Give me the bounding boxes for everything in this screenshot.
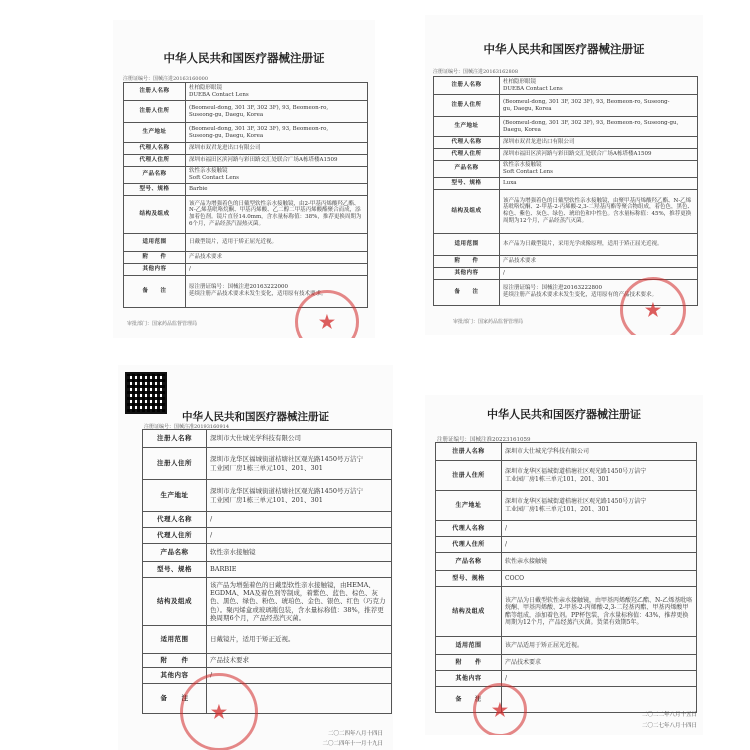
field-value-line: 杜柏隐形眼镜 xyxy=(503,78,537,85)
field-label: 型号、规格 xyxy=(434,177,500,189)
field-value-line: / xyxy=(210,515,213,524)
field-value xyxy=(207,654,392,668)
field-value-line: / xyxy=(505,524,508,532)
field-value xyxy=(500,95,698,117)
field-value-line: 深圳市龙华区福城街道桔塘社区观光路1450号万洁宁 xyxy=(210,487,364,496)
certificate-4 xyxy=(425,395,703,735)
field-value-line: 软性亲水接触镜 xyxy=(503,162,542,168)
field-label: 备 注 xyxy=(143,684,207,714)
field-label: 代理人名称 xyxy=(143,512,207,528)
table-row xyxy=(436,587,697,637)
field-value xyxy=(207,528,392,544)
certificate-table xyxy=(123,82,368,308)
field-value xyxy=(500,177,698,189)
field-value-line: 该产品为增强着色的日戴型软性亲水接触镜，由2-甲基丙烯酸羟乙酯、N-乙烯基吡咯烷酮、甲基丙烯酸、乙二醇二甲基丙烯酸酯聚合而成，添加着色剂。镜片直径14.0mm，含水量标称值：38%，推荐更换周期为6个月，产品经蒸汽湿热灭菌。 xyxy=(189,200,362,228)
field-value-line: 日戴型镜片，适用于矫正屈光近视。 xyxy=(189,238,278,245)
field-value xyxy=(502,553,697,571)
field-label: 其他内容 xyxy=(434,267,500,279)
field-value-line: gu, Daegu, Korea xyxy=(503,105,552,112)
field-label: 附 件 xyxy=(434,255,500,267)
table-row xyxy=(434,177,698,189)
field-label: 代理人住所 xyxy=(143,528,207,544)
table-row xyxy=(436,491,697,521)
field-label: 代理人名称 xyxy=(436,521,502,537)
field-label: 备 注 xyxy=(436,687,502,713)
table-row xyxy=(434,95,698,117)
field-value xyxy=(186,101,368,123)
table-row xyxy=(436,571,697,587)
field-value xyxy=(500,137,698,149)
field-value xyxy=(207,544,392,562)
field-label: 附 件 xyxy=(124,251,186,263)
field-value xyxy=(500,267,698,279)
issue-date: 二〇二二年八月十五日 xyxy=(641,712,697,718)
field-value xyxy=(207,512,392,528)
field-label: 适用范围 xyxy=(143,626,207,654)
field-value-line: 该产品为增强着色的日戴型软性亲水接触镜，由聚甲基丙烯酸羟乙酯、N-乙烯基吡咯烷酮、2-甲基-2-丙烯酸-2,3-二羟基丙酯等聚合物组成，着色色，黑色、棕色、紫色、灰色、绿色、琥珀色和中性色。含水量标称值：45%，推荐更换周期为12个月，产品经蒸汽灭菌。 xyxy=(503,197,694,225)
field-value-line: / xyxy=(505,674,508,682)
field-value-line: Barbie xyxy=(189,185,208,192)
table-row xyxy=(124,183,368,195)
field-value-line: / xyxy=(189,265,191,272)
official-seal xyxy=(180,673,258,750)
field-value xyxy=(186,123,368,143)
table-row xyxy=(124,263,368,275)
field-value-line: 软性亲水接触镜 xyxy=(505,557,548,565)
table-row xyxy=(143,512,392,528)
field-label: 产品名称 xyxy=(436,553,502,571)
field-label: 适用范围 xyxy=(124,233,186,251)
field-label: 注册人名称 xyxy=(434,77,500,95)
field-value xyxy=(207,578,392,626)
table-row xyxy=(436,537,697,553)
certificate-title: 中华人民共和国医疗器械注册证 xyxy=(483,42,645,56)
field-value xyxy=(186,233,368,251)
field-value xyxy=(502,537,697,553)
field-value-line: 深圳市大仕城光学科技有限公司 xyxy=(210,434,301,443)
field-label: 产品名称 xyxy=(124,167,186,184)
seal-star-icon: ★ xyxy=(491,699,509,721)
field-value-line: / xyxy=(210,531,213,540)
field-label: 代理人住所 xyxy=(434,149,500,161)
field-label: 注册人名称 xyxy=(436,443,502,461)
field-value xyxy=(207,448,392,480)
table-row xyxy=(124,233,368,251)
table-row xyxy=(436,461,697,491)
field-label: 生产地址 xyxy=(436,491,502,521)
table-row xyxy=(143,578,392,626)
field-value-line: 日戴镜片，适用于矫正近视。 xyxy=(210,635,295,644)
field-label: 型号、规格 xyxy=(124,183,186,195)
field-value xyxy=(502,687,697,713)
field-value xyxy=(186,251,368,263)
field-label: 代理人住所 xyxy=(436,537,502,553)
field-value-line: / xyxy=(505,540,508,548)
field-value-line: (Beomeul-dong, 301 3F, 302 3F), 93, Beomeon-ro, Suseong- xyxy=(503,98,670,105)
field-value xyxy=(207,562,392,578)
field-label: 注册人名称 xyxy=(124,83,186,101)
field-value xyxy=(502,587,697,637)
field-value-line: BARBIE xyxy=(210,565,237,574)
field-value xyxy=(186,143,368,155)
field-value-line: / xyxy=(210,671,213,680)
field-value-line: / xyxy=(503,269,505,276)
table-row xyxy=(143,626,392,654)
table-row xyxy=(143,528,392,544)
field-label: 生产地址 xyxy=(143,480,207,512)
field-value-line: 深圳市福田区滨河路与彩田路交汇处联合广场A栋塔楼A1509 xyxy=(189,157,338,164)
table-row xyxy=(436,671,697,687)
field-value xyxy=(500,255,698,267)
field-value-line: 深圳市大仕城光学科技有限公司 xyxy=(505,447,590,455)
certificate-2 xyxy=(425,15,703,335)
field-value-line: DUEBA Contact Lens xyxy=(503,85,563,92)
table-row xyxy=(124,143,368,155)
field-value xyxy=(502,461,697,491)
table-row xyxy=(436,521,697,537)
field-label: 产品名称 xyxy=(434,161,500,178)
field-value-line: 原注册证编号：国械注进20163222800 xyxy=(503,285,602,292)
field-value xyxy=(500,77,698,95)
field-value xyxy=(207,626,392,654)
field-label: 适用范围 xyxy=(436,637,502,655)
table-row xyxy=(434,189,698,233)
expiry-date: 二〇二七年八月十四日 xyxy=(641,723,697,729)
field-value-line: 该产品为增强着色的日戴型软性亲水接触镜，由HEMA、EGDMA、MA及着色剂等制成，着紫色、蓝色、棕色、灰色、黑色、绿色、粉色、琥珀色、金色、银色、红色（巧克力色）。聚丙烯盒或玻璃瓶包装，含水量标称值：38%，推荐更换周期6个月，产品经蒸汽灭菌。 xyxy=(210,581,386,622)
field-value-line: 工业园厂房1栋三单元101、201、301 xyxy=(210,495,323,504)
expiry-date: 二〇二四年十一月十九日 xyxy=(322,741,383,747)
table-row xyxy=(436,553,697,571)
table-row xyxy=(434,137,698,149)
field-value-line: 延续注册产品技术要求未发生变化，适用原有技术要求。 xyxy=(189,291,327,298)
field-value xyxy=(207,430,392,448)
field-value xyxy=(500,149,698,161)
table-row xyxy=(434,149,698,161)
official-seal xyxy=(620,277,686,335)
table-row xyxy=(124,123,368,143)
field-value xyxy=(500,233,698,255)
table-row xyxy=(143,668,392,684)
certificate-3 xyxy=(118,365,393,750)
registration-number: 注册证编号：国械注准20223161059 xyxy=(437,437,531,443)
field-value-line: 工业园厂房1栋三单元101、201、301 xyxy=(505,475,610,483)
seal-star-icon: ★ xyxy=(318,311,336,333)
field-value xyxy=(186,83,368,101)
field-value xyxy=(186,183,368,195)
field-value-line: DUEBA Contact Lens xyxy=(189,91,249,98)
table-row xyxy=(143,544,392,562)
table-row xyxy=(434,77,698,95)
field-value-line: 该产品适用于矫正屈光近视。 xyxy=(505,641,584,649)
table-row xyxy=(124,83,368,101)
field-value-line: (Beomeul-dong, 301 3F, 302 3F), 93, Beomeon-ro, xyxy=(189,125,329,132)
field-value xyxy=(186,195,368,233)
issue-date: 二〇二四年八月十四日 xyxy=(327,731,383,737)
table-row xyxy=(124,155,368,167)
issuing-authority: 审批部门：国家药品监督管理局 xyxy=(453,319,524,325)
field-label: 注册人住所 xyxy=(124,101,186,123)
field-value xyxy=(500,161,698,178)
table-row xyxy=(436,637,697,655)
field-label: 代理人名称 xyxy=(434,137,500,149)
field-label: 生产地址 xyxy=(434,117,500,137)
field-value xyxy=(502,655,697,671)
field-value-line: 产品技术要求 xyxy=(210,656,249,665)
field-value-line: 产品技术要求 xyxy=(503,257,537,264)
field-label: 注册人住所 xyxy=(434,95,500,117)
field-value-line: (Beomeul-dong, 301 3F, 302 3F), 93, Beomeon-ro, Suseong-gu, xyxy=(503,119,679,126)
registration-number: 注册证编号：国械注进20163162808 xyxy=(433,69,518,75)
field-value xyxy=(186,263,368,275)
field-value-line: 本产品为日戴型镜片，采用光学成像原理，适用于矫正屈光近视。 xyxy=(503,240,663,247)
field-label: 结构及组成 xyxy=(436,587,502,637)
field-value-line: Soft Contact Lens xyxy=(189,174,239,181)
field-value-line: 深圳市龙华区福城街道桔塘社区观光路1450号万洁宁 xyxy=(505,468,647,475)
table-row xyxy=(434,255,698,267)
field-value xyxy=(186,155,368,167)
field-label: 适用范围 xyxy=(434,233,500,255)
table-row xyxy=(436,443,697,461)
table-row xyxy=(143,654,392,668)
field-value xyxy=(500,117,698,137)
seal-star-icon: ★ xyxy=(644,299,662,321)
field-label: 生产地址 xyxy=(124,123,186,143)
field-label: 其他内容 xyxy=(124,263,186,275)
field-value-line: 延续注册产品技术要求未发生变化，适用原有的产品技术要求。 xyxy=(503,292,658,299)
field-label: 备 注 xyxy=(434,279,500,305)
field-label: 代理人住所 xyxy=(124,155,186,167)
field-value-line: Soft Contact Lens xyxy=(503,168,553,175)
certificate-1 xyxy=(113,20,375,338)
field-value xyxy=(500,189,698,233)
field-value-line: COCO xyxy=(505,574,525,582)
field-value xyxy=(502,671,697,687)
table-row xyxy=(143,562,392,578)
field-value xyxy=(502,443,697,461)
field-label: 注册人住所 xyxy=(436,461,502,491)
field-value xyxy=(502,571,697,587)
registration-number: 注册证编号：国械注准20193160914 xyxy=(144,424,229,430)
field-value-line: 深圳市双君龙进出口有限公司 xyxy=(503,139,575,146)
field-value-line: Daegu, Korea xyxy=(503,126,541,133)
field-value-line: 深圳市双君龙进出口有限公司 xyxy=(189,145,261,152)
table-row xyxy=(143,448,392,480)
field-value-line: 该产品为日戴型软性亲水接触镜，由甲基丙烯酸羟乙酯、N-乙烯基吡咯烷酮、甲基丙烯酸、2-甲基-2-丙烯酸-2,3-二羟基丙酯、甲基丙烯酸甲酯等组成，添加着色剂。PP杯包装，含水量标称值：43%，推荐更换周期为12个月，产品经蒸汽灭菌。货架有效期5年。 xyxy=(505,596,693,626)
field-label: 其他内容 xyxy=(436,671,502,687)
certificate-table xyxy=(435,442,697,713)
field-value-line: 产品技术要求 xyxy=(505,658,542,666)
table-row xyxy=(434,161,698,178)
field-label: 型号、规格 xyxy=(436,571,502,587)
issuing-authority: 审批部门：国家药品监督管理局 xyxy=(127,321,198,327)
field-value xyxy=(186,167,368,184)
table-row xyxy=(434,233,698,255)
field-value-line: 深圳市龙华区福城街道桔塘社区观光路1450号万洁宁 xyxy=(210,455,364,464)
field-value-line: Suseong-gu, Daegu, Korea xyxy=(189,111,264,118)
seal-star-icon: ★ xyxy=(210,701,228,723)
certificate-table xyxy=(142,429,392,714)
field-value-line: 软性亲水接触镜 xyxy=(189,168,228,174)
field-label: 其他内容 xyxy=(143,668,207,684)
certificate-table xyxy=(433,76,698,306)
field-value-line: 工业园厂房1栋三单元101、201、301 xyxy=(505,505,610,513)
table-row xyxy=(143,430,392,448)
table-row xyxy=(124,195,368,233)
table-row xyxy=(143,480,392,512)
field-label: 结构及组成 xyxy=(434,189,500,233)
field-label: 型号、规格 xyxy=(143,562,207,578)
official-seal xyxy=(473,683,527,735)
qr-code-icon xyxy=(125,372,167,414)
field-label: 结构及组成 xyxy=(143,578,207,626)
field-label: 注册人住所 xyxy=(143,448,207,480)
certificate-title: 中华人民共和国医疗器械注册证 xyxy=(163,51,325,65)
field-value-line: 深圳市龙华区福城街道桔塘社区观光路1450号万洁宁 xyxy=(505,498,647,505)
registration-number: 注册证编号：国械注进20163160000 xyxy=(123,76,208,82)
field-value-line: Suseong-gu, Daegu, Korea xyxy=(189,132,264,139)
field-value xyxy=(502,491,697,521)
field-value xyxy=(207,480,392,512)
field-label: 附 件 xyxy=(143,654,207,668)
field-label: 产品名称 xyxy=(143,544,207,562)
certificate-title: 中华人民共和国医疗器械注册证 xyxy=(182,411,329,423)
field-value-line: 工业园厂房1栋三单元101、201、301 xyxy=(210,463,323,472)
field-label: 注册人名称 xyxy=(143,430,207,448)
field-value xyxy=(502,521,697,537)
table-row xyxy=(124,101,368,123)
field-value-line: 杜柏隐形眼镜 xyxy=(189,84,223,91)
field-label: 备 注 xyxy=(124,275,186,307)
table-row xyxy=(124,167,368,184)
field-value-line: (Beomeul-dong, 301 3F, 302 3F), 93, Beomeon-ro, xyxy=(189,104,329,111)
field-value xyxy=(502,637,697,655)
field-value-line: 软性亲水接触镜 xyxy=(210,548,256,557)
certificate-title: 中华人民共和国医疗器械注册证 xyxy=(487,408,641,421)
field-label: 结构及组成 xyxy=(124,195,186,233)
field-value-line: 原注册证编号：国械注进20163222000 xyxy=(189,284,288,291)
table-row xyxy=(124,251,368,263)
table-row xyxy=(434,117,698,137)
field-value-line: 产品技术要求 xyxy=(189,253,223,260)
table-row xyxy=(436,655,697,671)
field-value-line: 深圳市福田区滨河路与彩田路交汇处联合广场A栋塔楼A1509 xyxy=(503,151,652,158)
field-label: 代理人名称 xyxy=(124,143,186,155)
field-value-line: Luxa xyxy=(503,179,517,186)
field-label: 附 件 xyxy=(436,655,502,671)
